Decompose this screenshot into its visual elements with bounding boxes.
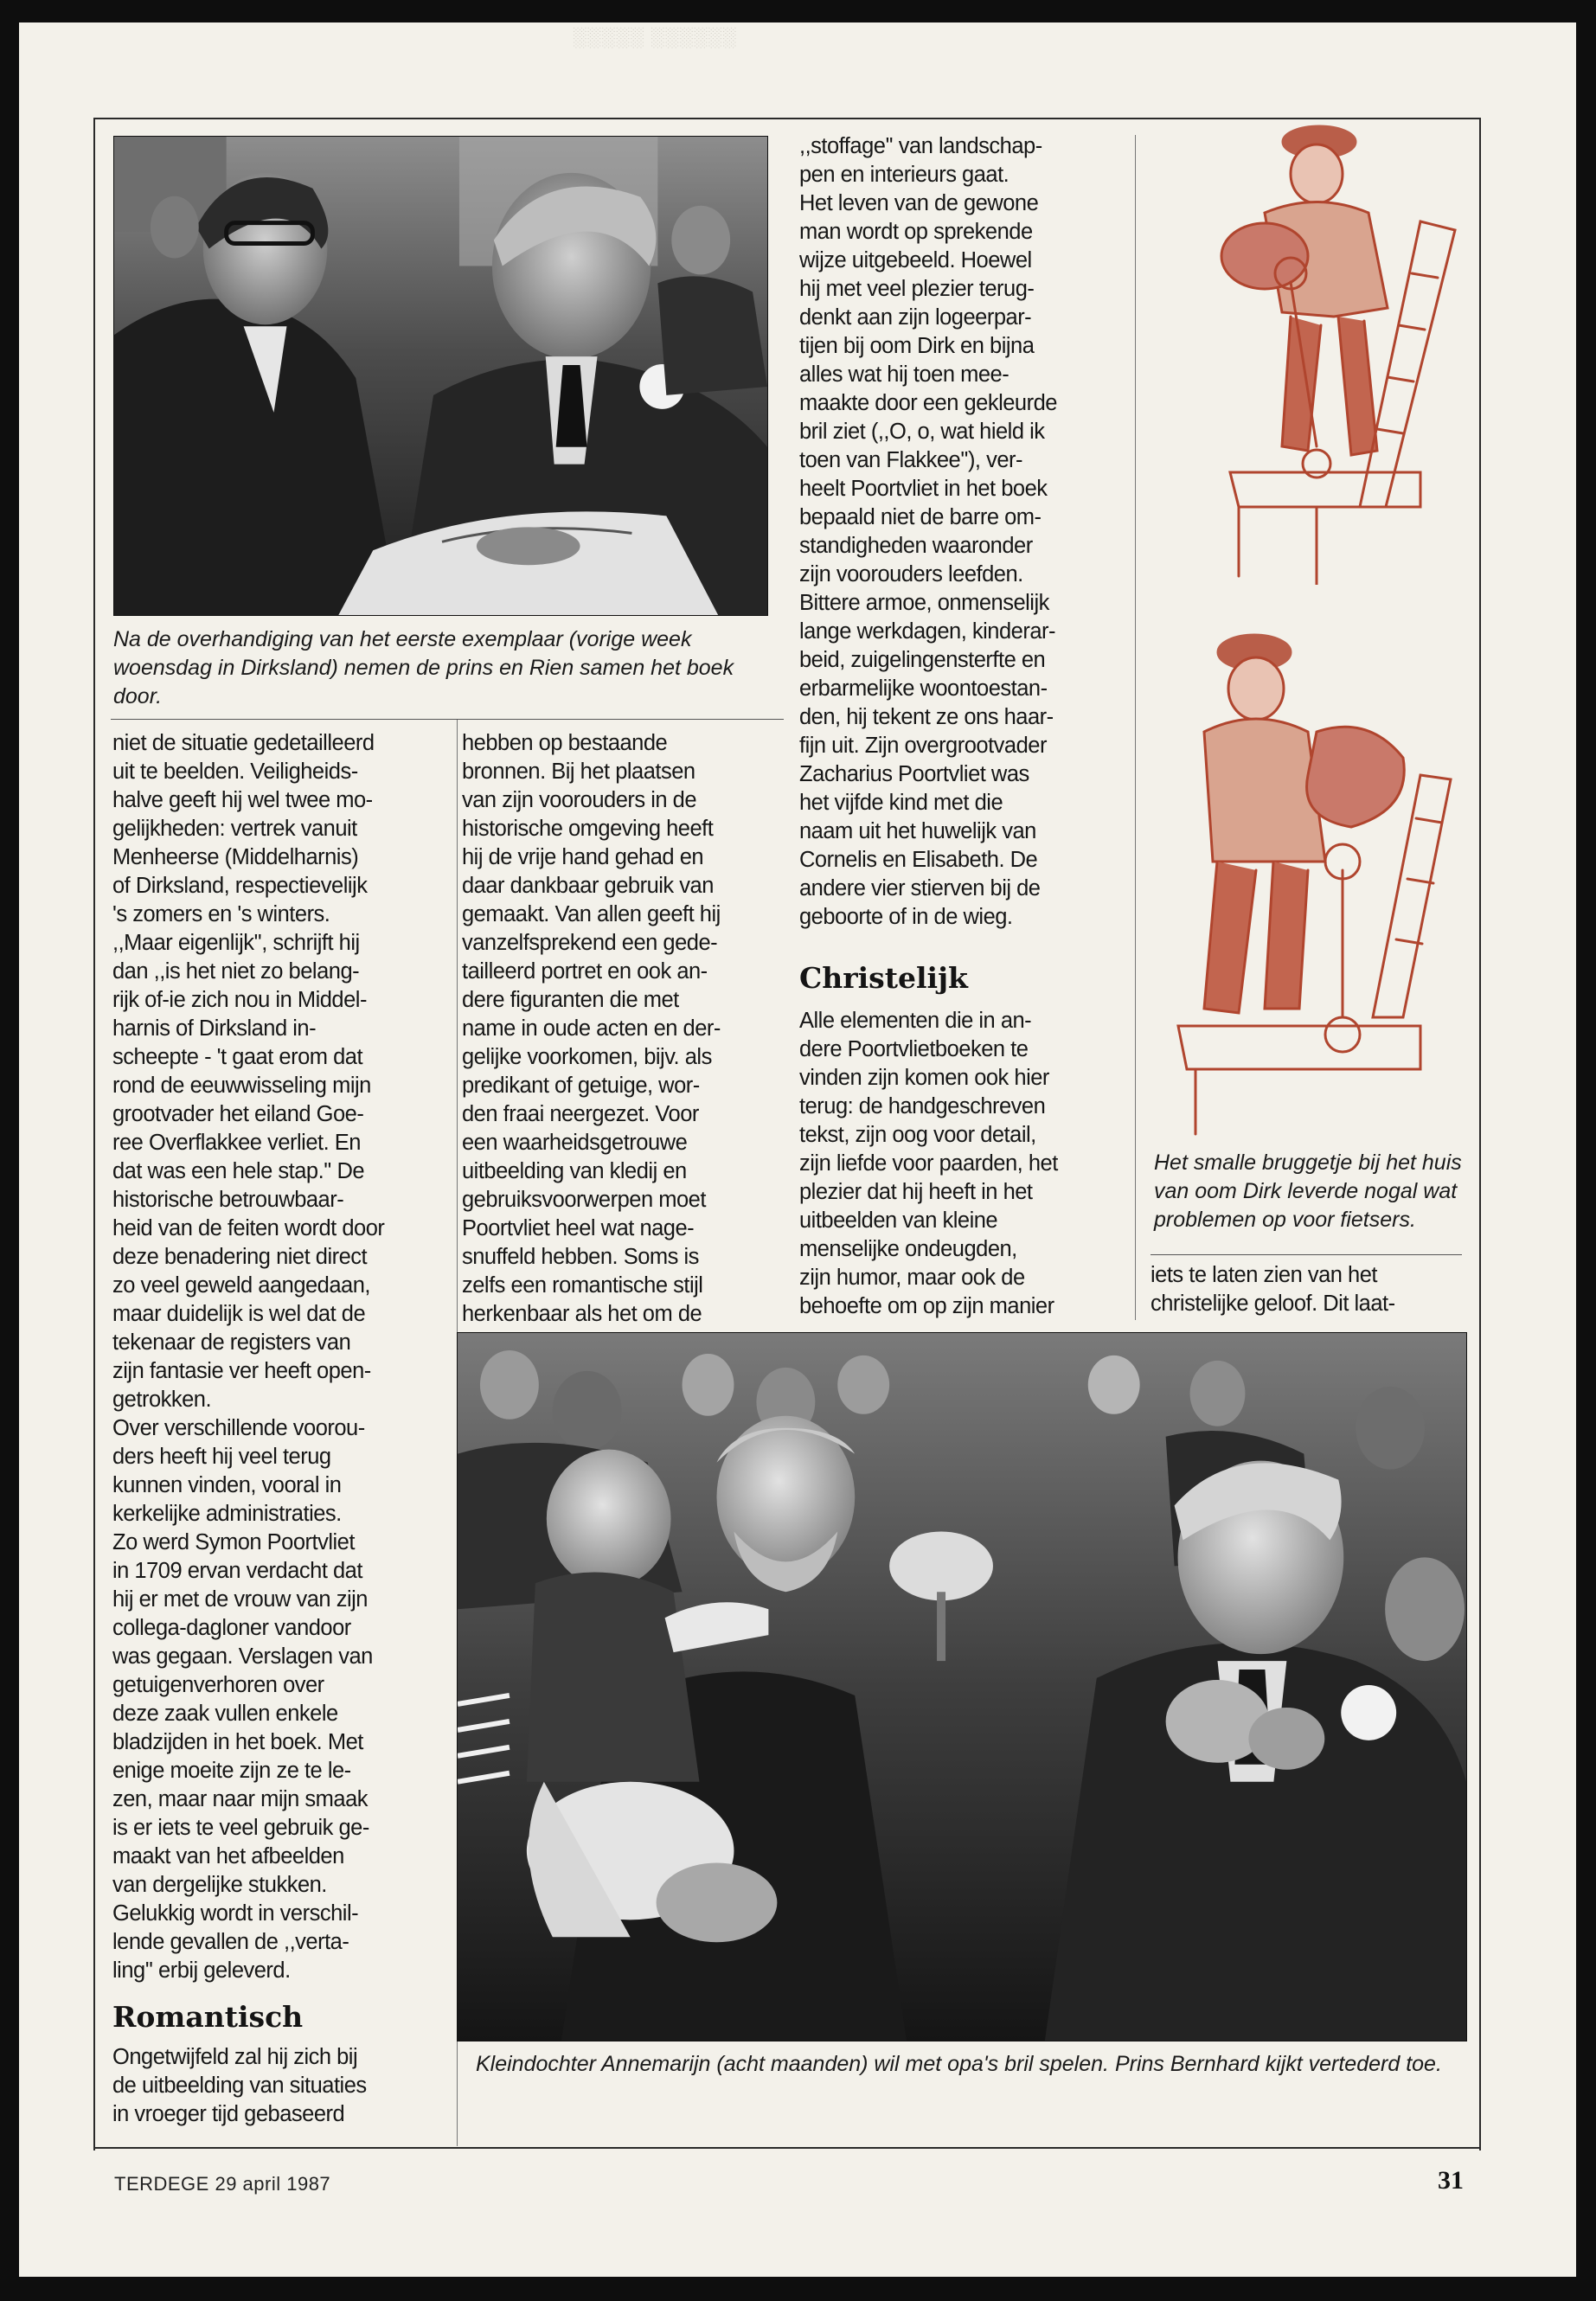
article-line: naam uit het huwelijk van bbox=[799, 819, 1036, 843]
article-line: vinden zijn komen ook hier bbox=[799, 1066, 1049, 1090]
article-line: de uitbeelding van situaties bbox=[112, 2073, 367, 2098]
sketch-man-pushing-bicycle-bottom bbox=[1144, 602, 1472, 1138]
article-line: niet de situatie gedetailleerd bbox=[112, 731, 375, 755]
article-line: menselijke ondeugden, bbox=[799, 1237, 1017, 1261]
article-line: Het leven van de gewone bbox=[799, 191, 1039, 215]
photo-bottom bbox=[457, 1332, 1467, 2041]
article-line: uit te beelden. Veiligheids- bbox=[112, 760, 358, 784]
article-line: zelfs een romantische stijl bbox=[462, 1273, 703, 1298]
article-line: gelijkheden: vertrek vanuit bbox=[112, 817, 357, 841]
article-line: bepaald niet de barre om- bbox=[799, 505, 1042, 529]
article-line: zijn humor, maar ook de bbox=[799, 1266, 1025, 1290]
photo-bottom-caption: Kleindochter Annemarijn (acht maanden) wil met opa's bril spelen. Prins Bernhard kijkt vertederd toe. bbox=[476, 2052, 1442, 2076]
article-line: Zo werd Symon Poortvliet bbox=[112, 1530, 355, 1554]
article-line: maakt van het afbeelden bbox=[112, 1844, 344, 1868]
article-line: Alle elementen die in an- bbox=[799, 1009, 1032, 1033]
article-line: ling'' erbij geleverd. bbox=[112, 1958, 291, 1983]
bleed-through-mark: ░░░░░ ░░░░░░ bbox=[573, 26, 737, 48]
article-line: collega-dagloner vandoor bbox=[112, 1616, 351, 1640]
article-line: bronnen. Bij het plaatsen bbox=[462, 760, 695, 784]
article-line: wijze uitgebeeld. Hoewel bbox=[799, 248, 1032, 272]
article-line: tijen bij oom Dirk en bijna bbox=[799, 334, 1035, 358]
article-line: is er iets te veel gebruik ge- bbox=[112, 1816, 369, 1840]
article-line: hij er met de vrouw van zijn bbox=[112, 1587, 368, 1612]
article-line: dan ,,is het niet zo belang- bbox=[112, 959, 360, 984]
article-column-1 bbox=[112, 729, 454, 1985]
heading-romantisch: Romantisch bbox=[112, 2000, 304, 2034]
article-line: den fraai neergezet. Voor bbox=[462, 1102, 699, 1126]
photo-top-caption: Na de overhandiging van het eerste exemplaar (vorige week woensdag in Dirksland) nemen de prins en Rien samen het boek door. bbox=[113, 627, 734, 708]
article-line: deze benadering niet direct bbox=[112, 1245, 368, 1269]
article-line: een waarheidsgetrouwe bbox=[462, 1131, 688, 1155]
article-line: harnis of Dirksland in- bbox=[112, 1016, 317, 1041]
article-line: heelt Poortvliet in het boek bbox=[799, 477, 1048, 501]
article-line: alles wat hij toen mee- bbox=[799, 362, 1010, 387]
article-line: hebben op bestaande bbox=[462, 731, 668, 755]
article-line: ders heeft hij veel terug bbox=[112, 1445, 331, 1469]
article-line: dere figuranten die met bbox=[462, 988, 679, 1012]
article-line: enige moeite zijn ze te le- bbox=[112, 1759, 351, 1783]
column-divider-3 bbox=[1135, 135, 1136, 1320]
article-column-3-continued bbox=[799, 1007, 1128, 1321]
article-line: gelijke voorkomen, bijv. als bbox=[462, 1045, 712, 1069]
article-line: christelijke geloof. Dit laat- bbox=[1151, 1292, 1395, 1316]
article-column-1-continued bbox=[112, 2043, 454, 2129]
article-line: ,,stoffage'' van landschap- bbox=[799, 134, 1042, 158]
article-line: plezier dat hij heeft in het bbox=[799, 1180, 1033, 1204]
article-line: andere vier stierven bij de bbox=[799, 876, 1041, 901]
article-line: hij de vrije hand gehad en bbox=[462, 845, 704, 869]
photo-top bbox=[113, 136, 768, 616]
frame-bottom-rule bbox=[93, 2147, 1481, 2149]
article-line: toen van Flakkee''), ver- bbox=[799, 448, 1023, 472]
article-line: rond de eeuwwisseling mijn bbox=[112, 1074, 371, 1098]
article-line: man wordt op sprekende bbox=[799, 220, 1033, 244]
article-column-2 bbox=[462, 729, 782, 1329]
publication-line: TERDEGE 29 april 1987 bbox=[114, 2173, 331, 2195]
article-line: van dergelijke stukken. bbox=[112, 1873, 327, 1897]
article-line: deze zaak vullen enkele bbox=[112, 1702, 338, 1726]
article-line: rijk of-ie zich nou in Middel- bbox=[112, 988, 367, 1012]
article-line: Gelukkig wordt in verschil- bbox=[112, 1901, 359, 1926]
article-line: daar dankbaar gebruik van bbox=[462, 874, 714, 898]
page-number: 31 bbox=[1438, 2166, 1464, 2195]
article-line: van zijn voorouders in de bbox=[462, 788, 697, 812]
article-line: bladzijden in het boek. Met bbox=[112, 1730, 363, 1754]
article-line: zijn voorouders leefden. bbox=[799, 562, 1023, 586]
article-line: Ongetwijfeld zal hij zich bij bbox=[112, 2045, 358, 2069]
article-line: heid van de feiten wordt door bbox=[112, 1216, 385, 1240]
illustration-caption: Het smalle bruggetje bij het huis van oom Dirk leverde nogal wat problemen op voor fietsers. bbox=[1154, 1150, 1462, 1232]
article-line: beid, zuigelingensterfte en bbox=[799, 648, 1046, 672]
article-line: getrokken. bbox=[112, 1388, 212, 1412]
article-line: dat was een hele stap.'' De bbox=[112, 1159, 365, 1183]
article-column-3 bbox=[799, 132, 1128, 932]
article-line: uitbeelden van kleine bbox=[799, 1208, 998, 1233]
article-line: Bittere armoe, onmenselijk bbox=[799, 591, 1049, 615]
article-line: Menheerse (Middelharnis) bbox=[112, 845, 359, 869]
article-line: lende gevallen de ,,verta- bbox=[112, 1930, 349, 1954]
article-line: grootvader het eiland Goe- bbox=[112, 1102, 364, 1126]
article-line: tekenaar de registers van bbox=[112, 1330, 351, 1355]
article-line: uitbeelding van kledij en bbox=[462, 1159, 687, 1183]
article-column-4 bbox=[1151, 1261, 1471, 1318]
frame-left-rule bbox=[93, 118, 95, 2150]
article-line: geboorte of in de wieg. bbox=[799, 905, 1013, 929]
article-line: bril ziet (,,O, o, wat hield ik bbox=[799, 420, 1045, 444]
article-line: tailleerd portret en ook an- bbox=[462, 959, 708, 984]
article-line: terug: de handgeschreven bbox=[799, 1094, 1046, 1118]
article-line: tekst, zijn oog voor detail, bbox=[799, 1123, 1036, 1147]
article-line: dere Poortvlietboeken te bbox=[799, 1037, 1029, 1061]
article-line: name in oude acten en der- bbox=[462, 1016, 721, 1041]
article-line: iets te laten zien van het bbox=[1151, 1263, 1378, 1287]
article-line: maakte door een gekleurde bbox=[799, 391, 1057, 415]
sketch-man-pushing-bicycle-top bbox=[1161, 100, 1472, 585]
article-line: 's zomers en 's winters. bbox=[112, 902, 330, 926]
article-line: lange werkdagen, kinderar- bbox=[799, 619, 1056, 644]
article-line: zo veel geweld aangedaan, bbox=[112, 1273, 370, 1298]
article-line: het vijfde kind met die bbox=[799, 791, 1003, 815]
article-line: historische betrouwbaar- bbox=[112, 1188, 344, 1212]
article-line: Cornelis en Elisabeth. De bbox=[799, 848, 1038, 872]
article-line: gemaakt. Van allen geeft hij bbox=[462, 902, 721, 926]
article-line: kunnen vinden, vooral in bbox=[112, 1473, 342, 1497]
article-line: maar duidelijk is wel dat de bbox=[112, 1302, 366, 1326]
article-line: in vroeger tijd gebaseerd bbox=[112, 2102, 345, 2126]
article-line: herkenbaar als het om de bbox=[462, 1302, 702, 1326]
article-line: scheepte - 't gaat erom dat bbox=[112, 1045, 363, 1069]
article-line: historische omgeving heeft bbox=[462, 817, 714, 841]
magazine-page bbox=[19, 22, 1576, 2277]
frame-right-rule bbox=[1479, 118, 1481, 2150]
article-line: denkt aan zijn logeerpar- bbox=[799, 305, 1032, 330]
article-line: ,,Maar eigenlijk'', schrijft hij bbox=[112, 931, 360, 955]
article-line: Poortvliet heel wat nage- bbox=[462, 1216, 695, 1240]
article-line: standigheden waaronder bbox=[799, 534, 1033, 558]
article-line: zijn fantasie ver heeft open- bbox=[112, 1359, 371, 1383]
article-line: halve geeft hij wel twee mo- bbox=[112, 788, 373, 812]
article-line: was gegaan. Verslagen van bbox=[112, 1644, 373, 1669]
article-line: in 1709 ervan verdacht dat bbox=[112, 1559, 362, 1583]
heading-christelijk: Christelijk bbox=[799, 961, 968, 995]
article-line: vanzelfsprekend een gede- bbox=[462, 931, 718, 955]
article-line: of Dirksland, respectievelijk bbox=[112, 874, 368, 898]
article-line: gebruiksvoorwerpen moet bbox=[462, 1188, 706, 1212]
article-line: zen, maar naar mijn smaak bbox=[112, 1787, 369, 1811]
article-line: predikant of getuige, wor- bbox=[462, 1074, 700, 1098]
article-line: getuigenverhoren over bbox=[112, 1673, 324, 1697]
article-line: kerkelijke administraties. bbox=[112, 1502, 342, 1526]
article-line: pen en interieurs gaat. bbox=[799, 163, 1010, 187]
article-line: fijn uit. Zijn overgrootvader bbox=[799, 734, 1047, 758]
caption-rule-illustration bbox=[1151, 1254, 1462, 1255]
article-line: Zacharius Poortvliet was bbox=[799, 762, 1029, 786]
article-line: ree Overflakkee verliet. En bbox=[112, 1131, 361, 1155]
article-line: hij met veel plezier terug- bbox=[799, 277, 1035, 301]
article-line: den, hij tekent ze ons haar- bbox=[799, 705, 1054, 729]
caption-rule-top-photo bbox=[111, 719, 784, 720]
article-line: behoefte om op zijn manier bbox=[799, 1294, 1054, 1318]
article-line: zijn liefde voor paarden, het bbox=[799, 1151, 1058, 1176]
article-line: Over verschillende voorou- bbox=[112, 1416, 365, 1440]
article-line: snuffeld hebben. Soms is bbox=[462, 1245, 699, 1269]
article-line: erbarmelijke woontoestan- bbox=[799, 676, 1048, 701]
